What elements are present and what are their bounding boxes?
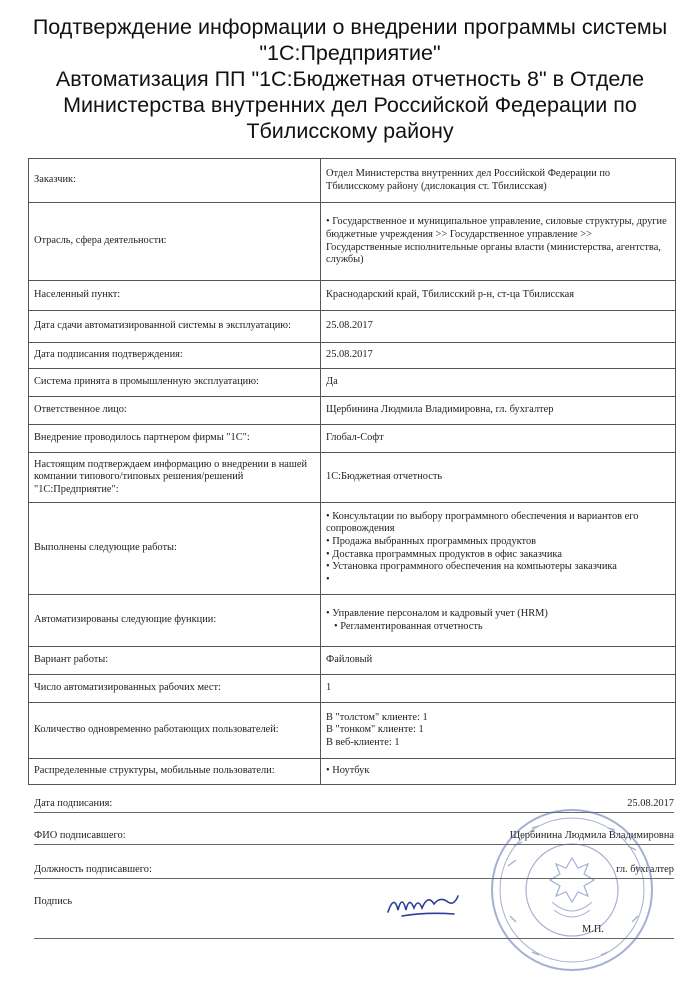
row-commission-date	[29, 311, 676, 343]
signature-label: Подпись	[34, 896, 73, 907]
title-line-1: Подтверждение информации о внедрении программы системы	[32, 15, 668, 39]
row-partner	[29, 425, 676, 453]
concurrent-item: В "тонком" клиенте: 1	[326, 724, 424, 736]
row-confirm-date	[29, 343, 676, 369]
signature-icon	[384, 888, 462, 922]
works-item: • Доставка программных продуктов в офис заказчика	[326, 548, 562, 560]
industry-item: • Государственное и муниципальное управление, силовые структуры, другие бюджетные учреждения >> Государственное управление >> Государственные исполнительные органы власти (министерства, агентства, службы)	[326, 216, 667, 266]
label-variant: Вариант работы:	[29, 647, 321, 675]
label-workplaces: Число автоматизированных рабочих мест:	[29, 675, 321, 703]
sign-date-value: 25.08.2017	[627, 798, 674, 809]
row-industry	[29, 203, 676, 281]
sign-position-value: гл. бухгалтер	[616, 864, 674, 875]
title-line-5: Тбилисскому району	[246, 119, 454, 143]
value-partner: Глобал-Софт	[321, 425, 676, 453]
label-responsible: Ответственное лицо:	[29, 397, 321, 425]
title-line-2: "1С:Предприятие"	[259, 41, 441, 65]
row-workplaces	[29, 675, 676, 703]
value-responsible: Щербинина Людмила Владимировна, гл. бухгалтер	[321, 397, 676, 425]
works-item: • Продажа выбранных программных продуктов	[326, 535, 537, 547]
label-confirm-date: Дата подписания подтверждения:	[29, 343, 321, 369]
sign-name-value: Щербинина Людмила Владимировна	[509, 830, 674, 841]
value-accepted: Да	[321, 369, 676, 397]
functions-item: • Регламентированная отчетность	[334, 620, 483, 632]
value-variant: Файловый	[321, 647, 676, 675]
row-functions	[29, 595, 676, 647]
row-customer	[29, 159, 676, 203]
label-partner: Внедрение проводилось партнером фирмы "1С":	[29, 425, 321, 453]
value-functions	[321, 595, 676, 647]
sign-name-label: ФИО подписавшего:	[34, 830, 126, 841]
title-line-3: Автоматизация ПП "1С:Бюджетная отчетность 8" в Отделе	[55, 67, 645, 91]
label-accepted: Система принята в промышленную эксплуатацию:	[29, 369, 321, 397]
label-distributed: Распределенные структуры, мобильные пользователи:	[29, 759, 321, 785]
document-title	[14, 14, 686, 144]
label-solution: Настоящим подтверждаем информацию о внедрении в нашей компании типового/типовых решения/решений "1С:Предприятие":	[29, 453, 321, 503]
value-solution: 1С:Бюджетная отчетность	[321, 453, 676, 503]
label-industry: Отрасль, сфера деятельности:	[29, 203, 321, 281]
title-line-4: Министерства внутренних дел Российской Федерации по	[63, 93, 637, 117]
label-concurrent: Количество одновременно работающих пользователей:	[29, 703, 321, 759]
row-locality	[29, 281, 676, 311]
value-confirm-date: 25.08.2017	[321, 343, 676, 369]
works-item: • Консультации по выбору программного обеспечения и вариантов его сопровождения	[326, 510, 639, 535]
value-concurrent	[321, 703, 676, 759]
value-commission-date: 25.08.2017	[321, 311, 676, 343]
sign-position-label: Должность подписавшего:	[34, 864, 152, 875]
official-seal-icon	[488, 806, 656, 974]
row-distributed	[29, 759, 676, 785]
row-works	[29, 503, 676, 595]
row-concurrent	[29, 703, 676, 759]
value-industry	[321, 203, 676, 281]
value-locality: Краснодарский край, Тбилисский р-н, ст-ца Тбилисская	[321, 281, 676, 311]
concurrent-item: В веб-клиенте: 1	[326, 736, 400, 748]
info-table	[28, 158, 676, 785]
row-responsible	[29, 397, 676, 425]
row-solution	[29, 453, 676, 503]
row-variant	[29, 647, 676, 675]
stamp-label: М.П.	[582, 924, 604, 935]
label-commission-date: Дата сдачи автоматизированной системы в эксплуатацию:	[29, 311, 321, 343]
value-workplaces: 1	[321, 675, 676, 703]
works-item: • Установка программного обеспечения на компьютеры заказчика	[326, 561, 617, 573]
sign-date-label: Дата подписания:	[34, 798, 113, 809]
concurrent-item: В "толстом" клиенте: 1	[326, 711, 428, 723]
label-customer: Заказчик:	[29, 159, 321, 203]
functions-item: • Управление персоналом и кадровый учет (HRM)	[326, 607, 548, 619]
label-works: Выполнены следующие работы:	[29, 503, 321, 595]
value-works	[321, 503, 676, 595]
works-item: •	[326, 573, 330, 585]
label-locality: Населенный пункт:	[29, 281, 321, 311]
row-accepted	[29, 369, 676, 397]
value-distributed: • Ноутбук	[321, 759, 676, 785]
value-customer: Отдел Министерства внутренних дел Российской Федерации по Тбилисскому району (дислокация ст. Тбилисская)	[321, 159, 676, 203]
label-functions: Автоматизированы следующие функции:	[29, 595, 321, 647]
